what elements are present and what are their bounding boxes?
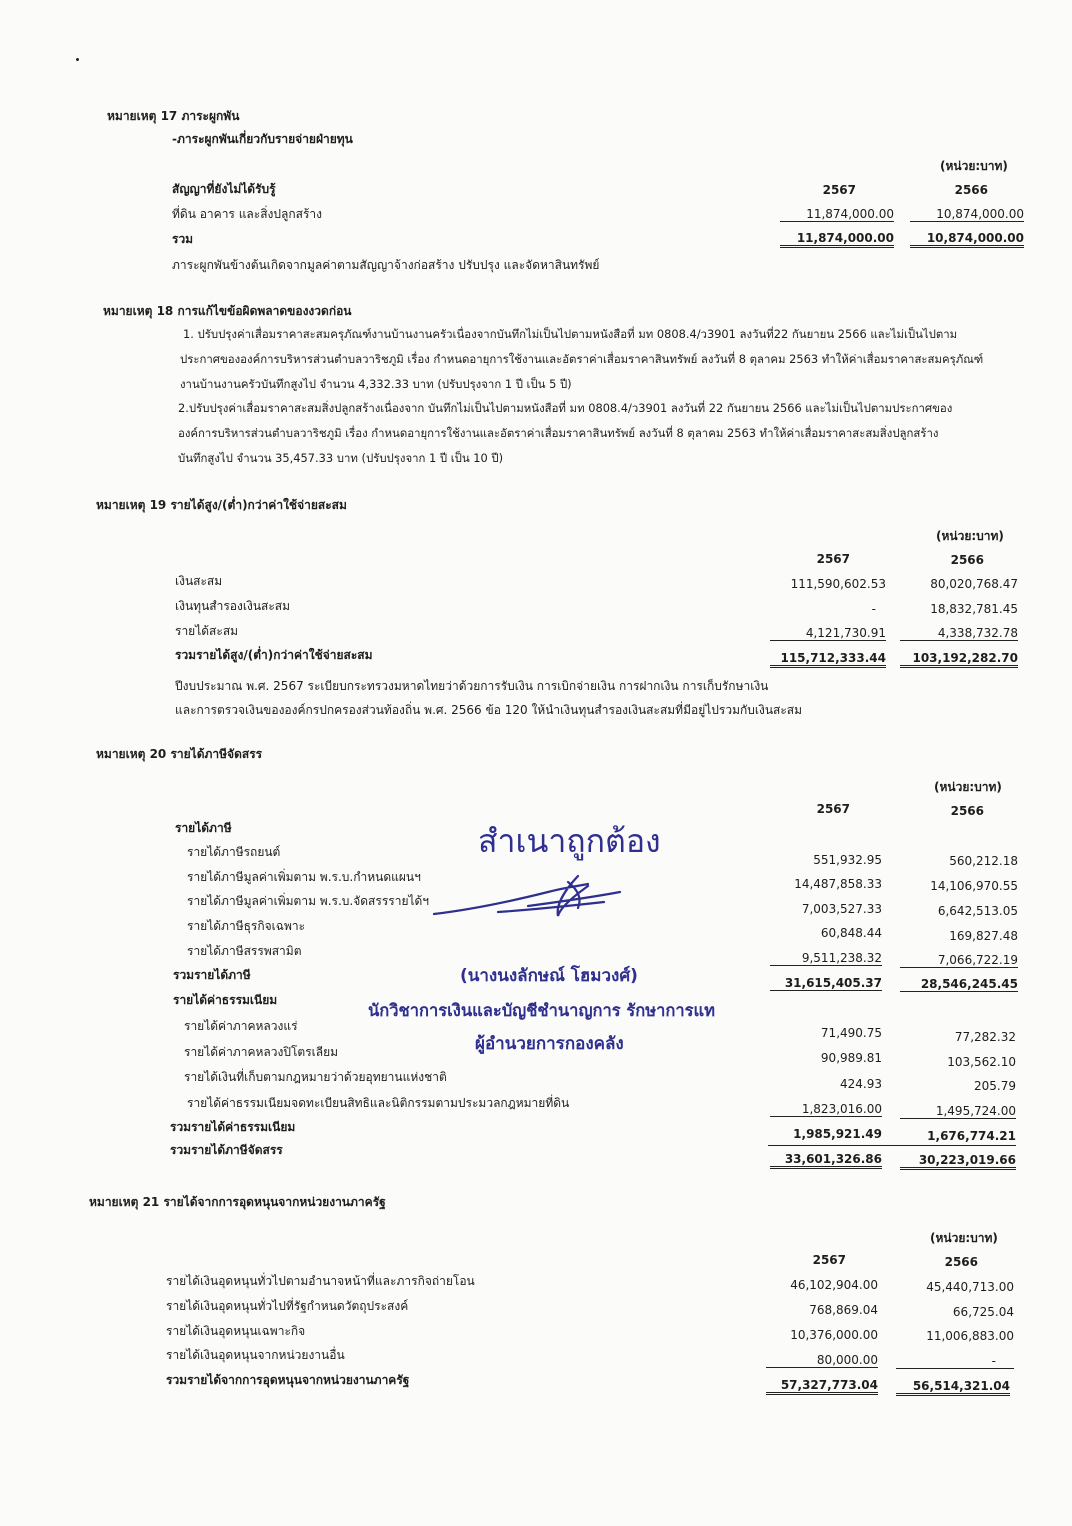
note19-row-v1: 111,590,602.53 bbox=[790, 577, 886, 591]
note19-row-v2: 4,338,732.78 bbox=[900, 626, 1018, 641]
note17-label-header: สัญญาที่ยังไม่ได้รับรู้ bbox=[172, 182, 276, 196]
note20-tax-row-v1: 60,848.44 bbox=[820, 926, 882, 940]
note20-fee-header: รายได้ค่าธรรมเนียม bbox=[173, 993, 278, 1007]
note21-row-v1: 46,102,904.00 bbox=[790, 1278, 878, 1292]
note17-footnote: ภาระผูกพันข้างต้นเกิดจากมูลค่าตามสัญญาจ้างก่อสร้าง ปรับปรุง และจัดหาสินทรัพย์ bbox=[172, 258, 600, 272]
note20-grand-total-label: รวมรายได้ภาษีจัดสรร bbox=[170, 1143, 283, 1157]
certified-copy-stamp: สำเนาถูกต้อง bbox=[478, 822, 661, 860]
signer-position-2: ผู้อำนวยการกองคลัง bbox=[475, 1034, 624, 1054]
note20-tax-row-label: รายได้ภาษีธุรกิจเฉพาะ bbox=[187, 919, 306, 933]
note20-unit: (หน่วย:บาท) bbox=[934, 780, 1002, 794]
note20-grand-total-v2: 30,223,019.66 bbox=[900, 1153, 1016, 1170]
note18-line-4: 2.ปรับปรุงค่าเสื่อมราคาสะสมสิ่งปลูกสร้างเนื่องจาก บันทึกไม่เป็นไปตามหนังสือที่ มท 0808.4/ว3901 ลงวันที่ 22 กันยายน 2566 และไม่เป็นไปตามประกาศของ bbox=[178, 401, 953, 415]
note17-unit: (หน่วย:บาท) bbox=[940, 159, 1008, 173]
note19-footnote-2: และการตรวจเงินขององค์กรปกครองส่วนท้องถิ่น พ.ศ. 2566 ข้อ 120 ให้นำเงินทุนสำรองเงินสะสมที่มีอยู่ไปรวมกับเงินสะสม bbox=[175, 703, 803, 717]
note17-subheading: -ภาระผูกพันเกี่ยวกับรายจ่ายฝ่ายทุน bbox=[172, 132, 353, 146]
note18-line-5: องค์การบริหารส่วนตำบลวาริชภูมิ เรื่อง กำหนดอายุการใช้งานและอัตราค่าเสื่อมราคาสินทรัพย์ ลงวันที่ 8 ตุลาคม 2563 ทำให้ค่าเสื่อมราคาสะสมสิ่งปลูกสร้าง bbox=[178, 426, 939, 440]
note20-tax-row-label: รายได้ภาษีรถยนต์ bbox=[187, 845, 281, 859]
note20-fee-row-v2: 77,282.32 bbox=[954, 1030, 1016, 1044]
note20-year-2566: 2566 bbox=[950, 804, 984, 818]
note21-unit: (หน่วย:บาท) bbox=[930, 1231, 998, 1245]
note19-row-v2: 80,020,768.47 bbox=[930, 577, 1018, 591]
note20-fee-row-v2: 205.79 bbox=[974, 1079, 1016, 1093]
note20-fee-row-label: รายได้ค่าภาคหลวงแร่ bbox=[184, 1019, 298, 1033]
note20-fee-total-label: รวมรายได้ค่าธรรมเนียม bbox=[170, 1120, 296, 1134]
note20-fee-total-v1: 1,985,921.49 bbox=[793, 1127, 882, 1141]
note20-tax-row-label: รายได้ภาษีสรรพสามิต bbox=[187, 944, 302, 958]
note18-line-3: งานบ้านงานครัวบันทึกสูงไป จำนวน 4,332.33 บาท (ปรับปรุงจาก 1 ปี เป็น 5 ปี) bbox=[180, 377, 572, 391]
note20-tax-header: รายได้ภาษี bbox=[175, 821, 232, 835]
note20-tax-row-label: รายได้ภาษีมูลค่าเพิ่มตาม พ.ร.บ.กำหนดแผนฯ bbox=[187, 870, 421, 884]
note21-row-v2: - bbox=[896, 1354, 1014, 1369]
note18-line-6: บันทึกสูงไป จำนวน 35,457.33 บาท (ปรับปรุงจาก 1 ปี เป็น 10 ปี) bbox=[178, 451, 504, 465]
note19-total-v1: 115,712,333.44 bbox=[770, 651, 886, 668]
note20-fee-row-v1: 424.93 bbox=[840, 1077, 882, 1091]
note21-row-v1: 10,376,000.00 bbox=[790, 1328, 878, 1342]
note17-heading: หมายเหตุ 17 ภาระผูกพัน bbox=[107, 109, 240, 123]
note20-tax-row-v1: 9,511,238.32 bbox=[770, 951, 882, 966]
note19-year-2566: 2566 bbox=[950, 553, 984, 567]
note20-tax-row-v1: 14,487,858.33 bbox=[794, 877, 882, 891]
note20-tax-row-label: รายได้ภาษีมูลค่าเพิ่มตาม พ.ร.บ.จัดสรรรายได้ฯ bbox=[187, 894, 430, 908]
note20-tax-row-v1: 551,932.95 bbox=[813, 853, 882, 867]
note21-row-v2: 45,440,713.00 bbox=[926, 1280, 1014, 1294]
note19-total-label: รวมรายได้สูง/(ต่ำ)กว่าค่าใช้จ่ายสะสม bbox=[175, 648, 373, 662]
note17-total-v2: 10,874,000.00 bbox=[910, 231, 1024, 248]
note17-total-v1: 11,874,000.00 bbox=[780, 231, 894, 248]
note17-row-v1: 11,874,000.00 bbox=[780, 207, 894, 222]
note20-fee-row-label: รายได้ค่าธรรมเนียมจดทะเบียนสิทธิและนิติกรรมตามประมวลกฎหมายที่ดิน bbox=[187, 1096, 570, 1110]
note20-fee-row-v1: 1,823,016.00 bbox=[770, 1102, 882, 1117]
note21-row-label: รายได้เงินอุดหนุนเฉพาะกิจ bbox=[166, 1324, 306, 1338]
note17-row-v2: 10,874,000.00 bbox=[910, 207, 1024, 222]
note20-total-rule bbox=[768, 1145, 1016, 1146]
note17-row-label: ที่ดิน อาคาร และสิ่งปลูกสร้าง bbox=[172, 207, 323, 221]
note20-tax-row-v2: 7,066,722.19 bbox=[900, 953, 1018, 968]
note21-row-label: รายได้เงินอุดหนุนทั่วไปตามอำนาจหน้าที่และภารกิจถ่ายโอน bbox=[166, 1274, 475, 1288]
note19-year-2567: 2567 bbox=[816, 552, 850, 566]
note18-line-1: 1. ปรับปรุงค่าเสื่อมราคาสะสมครุภัณฑ์งานบ้านงานครัวเนื่องจากบันทึกไม่เป็นไปตามหนังสือที่ มท 0808.4/ว3901 ลงวันที่22 กันยายน 2566 และไม่เป็นไปตาม bbox=[183, 327, 958, 341]
note21-year-2567: 2567 bbox=[812, 1253, 846, 1267]
signature-graphic bbox=[428, 872, 628, 932]
note20-heading: หมายเหตุ 20 รายได้ภาษีจัดสรร bbox=[96, 747, 263, 761]
scan-speck bbox=[76, 58, 79, 61]
note21-row-v2: 11,006,883.00 bbox=[926, 1329, 1014, 1343]
note19-row-label: เงินสะสม bbox=[175, 574, 223, 588]
note21-row-label: รายได้เงินอุดหนุนจากหน่วยงานอื่น bbox=[166, 1348, 345, 1362]
signer-name: (นางนงลักษณ์ โฮมวงศ์) bbox=[460, 966, 638, 986]
note21-row-v1: 768,869.04 bbox=[809, 1303, 878, 1317]
note19-unit: (หน่วย:บาท) bbox=[936, 529, 1004, 543]
note17-year-2567: 2567 bbox=[822, 183, 856, 197]
note17-year-2566: 2566 bbox=[954, 183, 988, 197]
note19-row-v1: 4,121,730.91 bbox=[770, 626, 886, 641]
note19-row-label: เงินทุนสำรองเงินสะสม bbox=[175, 599, 291, 613]
note19-row-v1: - bbox=[871, 602, 876, 616]
note20-fee-row-v2: 1,495,724.00 bbox=[900, 1104, 1016, 1119]
note21-heading: หมายเหตุ 21 รายได้จากการอุดหนุนจากหน่วยงานภาครัฐ bbox=[89, 1195, 386, 1209]
note20-fee-row-v1: 90,989.81 bbox=[820, 1051, 882, 1065]
note21-total-v2: 56,514,321.04 bbox=[896, 1379, 1010, 1396]
note20-tax-row-v2: 6,642,513.05 bbox=[937, 904, 1018, 918]
note20-tax-total-v1: 31,615,405.37 bbox=[770, 976, 882, 991]
note20-tax-total-label: รวมรายได้ภาษี bbox=[173, 968, 251, 982]
note21-row-v2: 66,725.04 bbox=[952, 1305, 1014, 1319]
note21-row-label: รายได้เงินอุดหนุนทั่วไปที่รัฐกำหนดวัตถุประสงค์ bbox=[166, 1299, 409, 1313]
note20-tax-total-v2: 28,546,245.45 bbox=[900, 977, 1018, 992]
note20-grand-total-v1: 33,601,326.86 bbox=[770, 1152, 882, 1169]
note19-row-label: รายได้สะสม bbox=[175, 624, 239, 638]
note20-fee-row-v1: 71,490.75 bbox=[820, 1026, 882, 1040]
signer-position-1: นักวิชาการเงินและบัญชีชำนาญการ รักษาการแท bbox=[368, 1001, 715, 1020]
note19-heading: หมายเหตุ 19 รายได้สูง/(ต่ำ)กว่าค่าใช้จ่ายสะสม bbox=[96, 498, 347, 512]
note20-year-2567: 2567 bbox=[816, 802, 850, 816]
note18-heading: หมายเหตุ 18 การแก้ไขข้อผิดพลาดของงวดก่อน bbox=[103, 304, 352, 318]
note19-row-v2: 18,832,781.45 bbox=[930, 602, 1018, 616]
note20-fee-total-v2: 1,676,774.21 bbox=[927, 1129, 1016, 1143]
note20-fee-row-label: รายได้ค่าภาคหลวงปิโตรเลียม bbox=[184, 1045, 339, 1059]
note21-total-v1: 57,327,773.04 bbox=[766, 1378, 878, 1395]
note17-total-label: รวม bbox=[172, 232, 194, 246]
note19-footnote-1: ปีงบประมาณ พ.ศ. 2567 ระเบียบกระทรวงมหาดไทยว่าด้วยการรับเงิน การเบิกจ่ายเงิน การฝากเงิน การเก็บรักษาเงิน bbox=[175, 679, 769, 693]
note20-tax-row-v2: 560,212.18 bbox=[949, 854, 1018, 868]
note20-fee-row-v2: 103,562.10 bbox=[947, 1055, 1016, 1069]
note19-total-v2: 103,192,282.70 bbox=[900, 651, 1018, 668]
note18-line-2: ประกาศขององค์การบริหารส่วนตำบลวาริชภูมิ เรื่อง กำหนดอายุการใช้งานและอัตราค่าเสื่อมราคาสินทรัพย์ ลงวันที่ 8 ตุลาคม 2563 ทำให้ค่าเสื่อมราคาสะสมครุภัณฑ์ bbox=[180, 352, 984, 366]
note20-tax-row-v2: 169,827.48 bbox=[949, 929, 1018, 943]
note21-total-label: รวมรายได้จากการอุดหนุนจากหน่วยงานภาครัฐ bbox=[166, 1373, 410, 1387]
note21-row-v1: 80,000.00 bbox=[766, 1353, 878, 1368]
note20-tax-row-v2: 14,106,970.55 bbox=[930, 879, 1018, 893]
note21-year-2566: 2566 bbox=[944, 1255, 978, 1269]
note20-tax-row-v1: 7,003,527.33 bbox=[801, 902, 882, 916]
note20-fee-row-label: รายได้เงินที่เก็บตามกฎหมายว่าด้วยอุทยานแห่งชาติ bbox=[184, 1070, 447, 1084]
